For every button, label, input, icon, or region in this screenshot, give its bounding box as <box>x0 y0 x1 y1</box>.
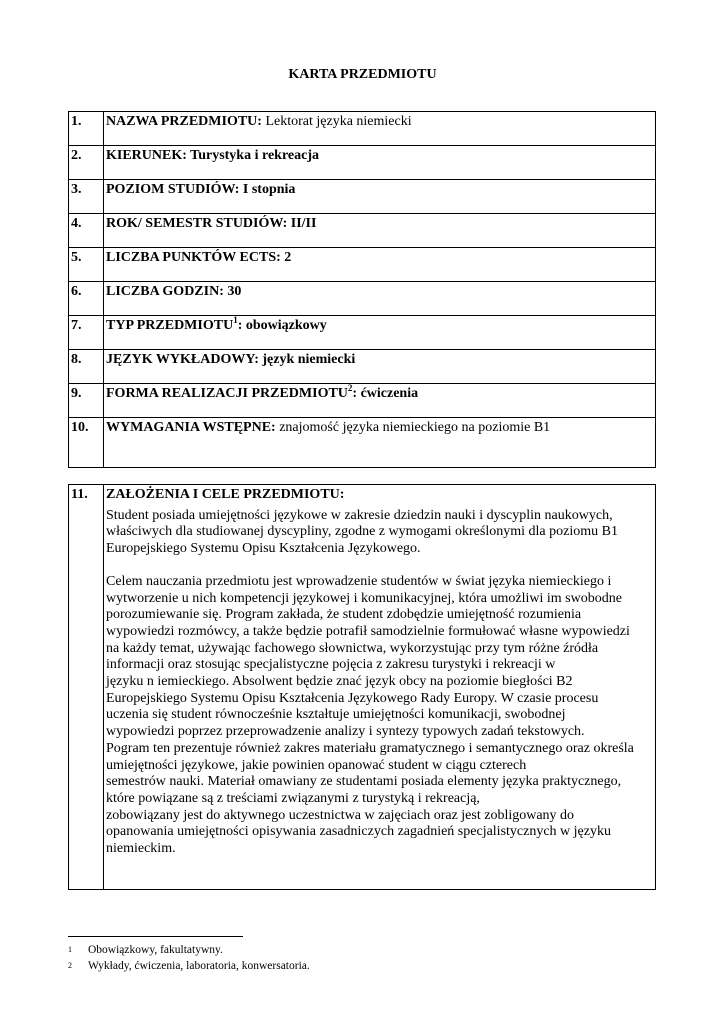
text-line: Celem nauczania przedmiotu jest wprowadzenie studentów w świat języka niemieckiego i <box>106 573 612 589</box>
text-line: semestrów nauki. Materiał omawiany ze studentami posiada elementy języka praktycznego, <box>106 774 622 790</box>
field-label: LICZBA PUNKTÓW ECTS: 2 <box>106 250 292 265</box>
text-line: które powiązane są z treściami związanymi z turystyką i rekreacją, <box>106 790 480 806</box>
table-row <box>69 214 656 248</box>
table-row <box>69 180 656 214</box>
text-line: właściwych dla studiowanej dyscypliny, zgodne z wymogami określonymi dla poziomu B1 <box>106 524 618 540</box>
text-line: Student posiada umiejętności językowe w zakresie dziedzin nauki i dyscyplin naukowych, <box>106 507 613 523</box>
table-row <box>69 282 656 316</box>
text-line: Europejskiego Systemu Opisu Kształcenia Językowego. <box>106 541 421 557</box>
table-row <box>69 350 656 384</box>
text-line: zobowiązany jest do aktywnego uczestnictwa w zajęciach oraz jest zobligowany do <box>106 807 575 823</box>
row-content <box>104 350 656 384</box>
text-line: umiejętności językowe, jakie powinien opanować student w ciągu czterech <box>106 757 527 773</box>
text-line: uczenia się student równocześnie kształtuje umiejętności komunikacji, swobodnej <box>106 707 566 723</box>
footnote <box>68 942 310 958</box>
row-content <box>104 384 656 418</box>
goals-table <box>68 484 656 890</box>
row-content <box>104 146 656 180</box>
field-label: WYMAGANIA WSTĘPNE: <box>106 420 276 435</box>
table-row <box>69 316 656 350</box>
row-number: 8. <box>69 350 104 384</box>
text-line: języku n iemieckiego. Absolwent będzie znać język obcy na poziomie biegłości B2 <box>106 674 573 690</box>
footnote-number: 2 <box>68 961 72 970</box>
row-number: 11. <box>69 485 104 890</box>
row-content <box>104 248 656 282</box>
field-label: JĘZYK WYKŁADOWY: język niemiecki <box>106 352 356 367</box>
text-line: wypowiedzi poprzez przeprowadzenie analizy i syntezy typowych zadań tekstowych. <box>106 724 585 740</box>
row-content <box>104 418 656 468</box>
table-row <box>69 146 656 180</box>
text-line: wypowiedzi rozmówcy, a także będzie potrafił samodzielnie formułować własne wypowiedzi <box>106 623 630 639</box>
footnote <box>68 958 310 974</box>
field-label: ROK/ SEMESTR STUDIÓW: II/II <box>106 216 317 231</box>
footnote-text: Wykłady, ćwiczenia, laboratoria, konwersatoria. <box>88 960 310 972</box>
text-line: niemieckim. <box>106 841 176 857</box>
field-value: : ćwiczenia <box>352 386 419 401</box>
field-value: znajomość języka niemieckiego na poziomie B1 <box>275 420 551 435</box>
footnotes <box>68 942 310 974</box>
row-number: 6. <box>69 282 104 316</box>
goals-content <box>104 485 656 890</box>
field-label: POZIOM STUDIÓW: I stopnia <box>106 182 296 197</box>
text-line: Pogram ten prezentuje również zakres materiału gramatycznego i semantycznego oraz określa <box>106 740 634 756</box>
row-number: 2. <box>69 146 104 180</box>
text-line: na każdy temat, używając fachowego słownictwa, wykorzystując przy tym różne źródła <box>106 640 599 656</box>
footnote-number: 1 <box>68 945 72 954</box>
field-value: : obowiązkowy <box>237 318 327 333</box>
row-number: 9. <box>69 384 104 418</box>
table-row <box>69 248 656 282</box>
footnote-text: Obowiązkowy, fakultatywny. <box>88 944 223 956</box>
page-title: KARTA PRZEDMIOTU <box>288 67 437 82</box>
row-number: 3. <box>69 180 104 214</box>
field-label: TYP PRZEDMIOTU <box>106 318 234 333</box>
footnote-ref: 2 <box>347 383 353 393</box>
row-number: 5. <box>69 248 104 282</box>
section-heading: ZAŁOŻENIA I CELE PRZEDMIOTU: <box>106 487 345 502</box>
table-row <box>69 418 656 468</box>
row-content <box>104 112 656 146</box>
table-row <box>69 485 656 890</box>
text-line: Europejskiego Systemu Opisu Kształcenia Językowego Rady Europy. W czasie procesu <box>106 690 599 706</box>
table-row <box>69 384 656 418</box>
footnote-ref: 1 <box>233 315 238 325</box>
text-line: informacji oraz stosując specjalistyczne pojęcia z zakresu turystyki i rekreacji w <box>106 657 556 673</box>
row-number: 4. <box>69 214 104 248</box>
field-value: Lektorat języka niemiecki <box>261 114 412 129</box>
row-content <box>104 282 656 316</box>
field-label: LICZBA GODZIN: 30 <box>106 284 242 299</box>
row-content <box>104 180 656 214</box>
row-content <box>104 214 656 248</box>
row-content <box>104 316 656 350</box>
footnote-divider <box>68 936 243 937</box>
row-number: 1. <box>69 112 104 146</box>
course-info-table <box>68 111 656 468</box>
row-number: 10. <box>69 418 104 468</box>
field-label: KIERUNEK: Turystyka i rekreacja <box>106 148 319 163</box>
text-line: opanowania umiejętności opisywania zasadniczych zagadnień specjalistycznych w języku <box>106 824 611 840</box>
text-line: porozumiewanie się. Program zakłada, że student zdobędzie umiejętność rozumienia <box>106 607 582 623</box>
field-label: NAZWA PRZEDMIOTU: <box>106 114 262 129</box>
field-label: FORMA REALIZACJI PRZEDMIOTU <box>106 386 348 401</box>
text-line: wytworzenie u nich kompetencji językowej i komunikacyjnej, która umożliwi im swobodne <box>106 590 622 606</box>
table-row <box>69 112 656 146</box>
row-number: 7. <box>69 316 104 350</box>
